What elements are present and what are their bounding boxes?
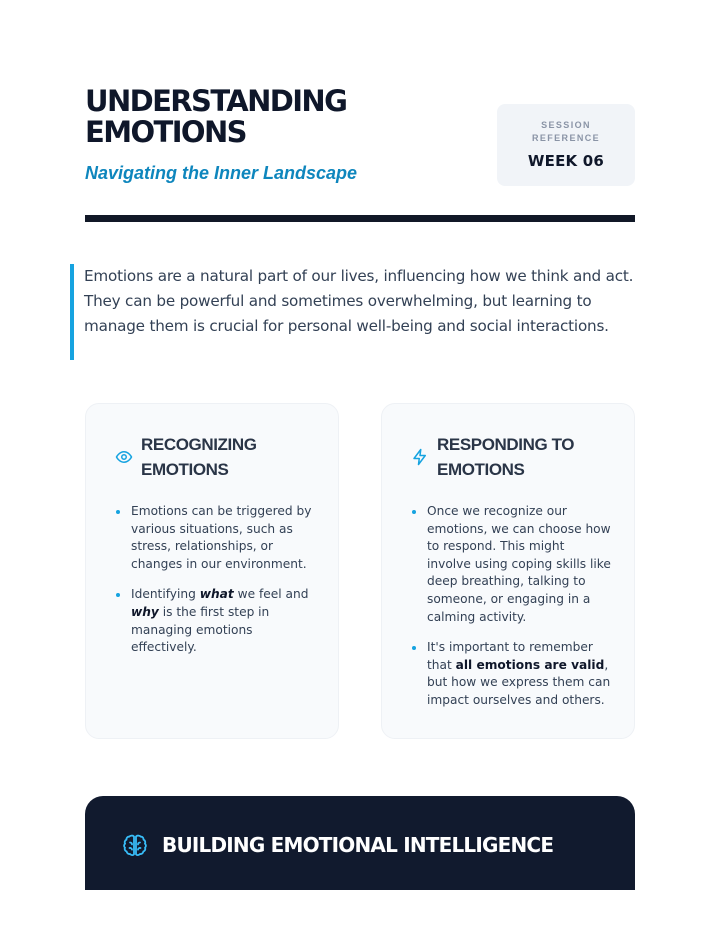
card-bullet-item (411, 503, 611, 626)
header-divider (85, 215, 635, 222)
brain-icon (121, 832, 149, 860)
session-reference-box (497, 104, 635, 186)
bullet-text: Emotions can be triggered by various situations, such as stress, relationships, or changes in our environment. (131, 504, 312, 571)
page-title (85, 86, 415, 148)
title-line-2: EMOTIONS (85, 115, 246, 149)
lightning-icon (411, 448, 429, 466)
intro-callout (70, 264, 650, 360)
bullet-text: is the first step in managing emotions effectively. (131, 604, 270, 655)
emphasis-text: what (199, 587, 234, 602)
card-bullet-item (411, 639, 611, 709)
bullet-text: , but how we express them can impact ourselves and others. (427, 657, 611, 707)
session-label-line-2: REFERENCE (531, 133, 601, 143)
eye-icon (115, 448, 133, 466)
card-responding-to-emotions (381, 403, 635, 739)
card-bullet-item (115, 586, 315, 656)
intro-text: Emotions are a natural part of our lives, influencing how we think and act. They can be powerful and sometimes overwhelming, but learning to manage them is crucial for personal well-being and social interactions. (84, 267, 634, 335)
session-reference-value: WEEK 06 (527, 152, 605, 170)
card-recognizing-emotions (85, 403, 339, 739)
session-label-line-1: SESSION (541, 120, 591, 130)
section-banner (85, 796, 635, 890)
title-line-1: UNDERSTANDING (85, 84, 347, 118)
bullet-text: we feel and (233, 587, 309, 602)
bullet-text: Once we recognize our emotions, we can choose how to respond. This might involve using coping skills like deep breathing, talking to someone, or engaging in a calming activity. (427, 504, 611, 624)
emphasis-text: all emotions are valid (455, 657, 605, 672)
session-reference-label (497, 119, 635, 145)
emphasis-text: why (131, 604, 159, 619)
card-bullet-list (411, 503, 611, 723)
page-subtitle: Navigating the Inner Landscape (85, 163, 358, 183)
bullet-text: It's important to remember that (427, 640, 593, 672)
card-bullet-item (115, 503, 315, 573)
card-title: RECOGNIZING EMOTIONS (141, 435, 257, 479)
card-bullet-list (115, 503, 315, 670)
banner-title: BUILDING EMOTIONAL INTELLIGENCE (162, 833, 554, 857)
card-title: RESPONDING TO EMOTIONS (437, 435, 575, 479)
bullet-text: Identifying (131, 587, 200, 602)
